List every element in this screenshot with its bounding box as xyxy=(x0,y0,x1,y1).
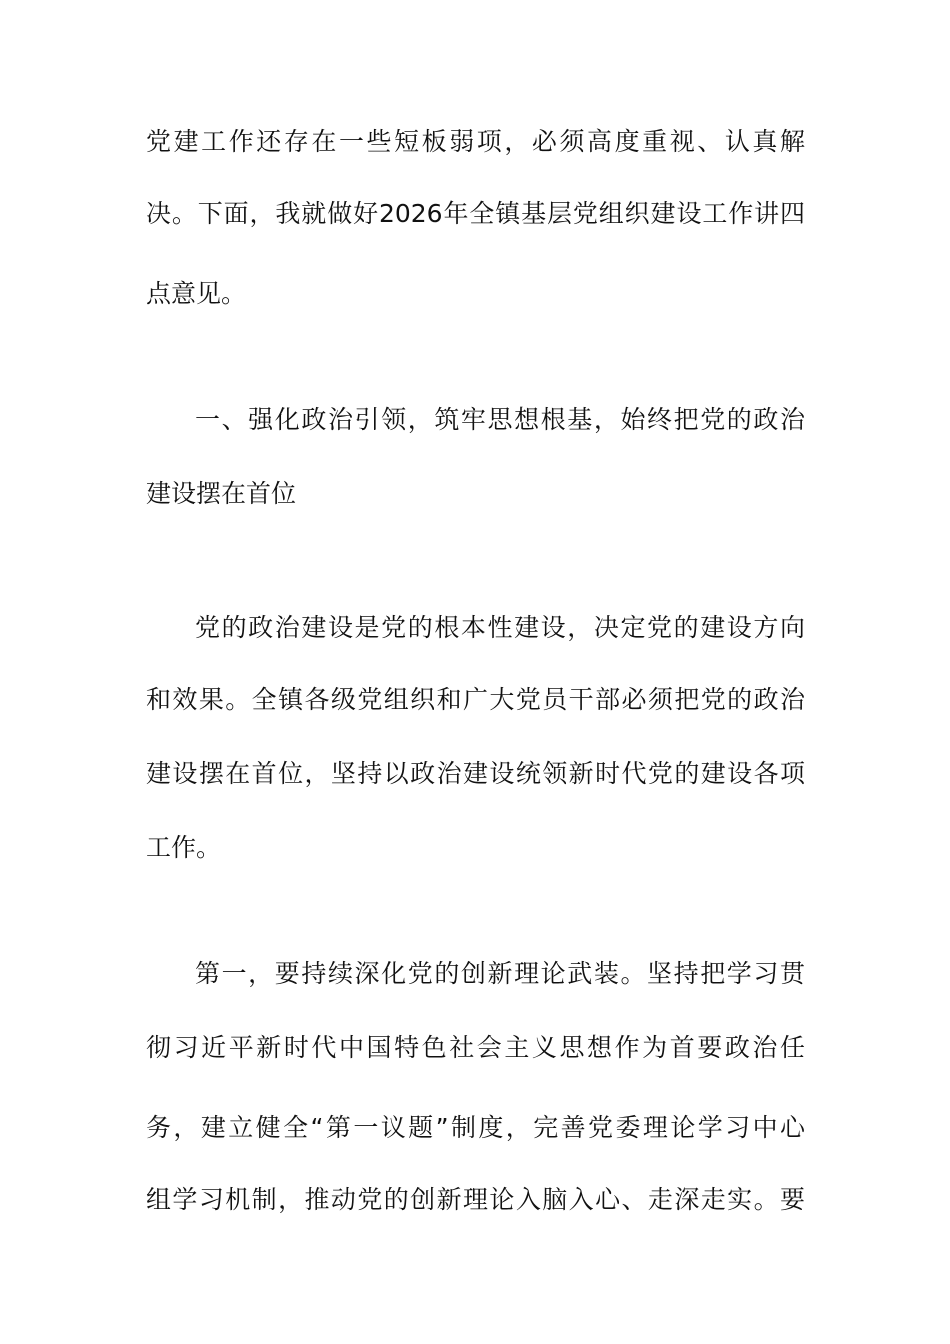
paragraph-line: 务，建立健全“第一议题”制度，完善党委理论学习中心 xyxy=(146,1113,805,1142)
paragraph-line: 建设摆在首位，坚持以政治建设统领新时代党的建设各项 xyxy=(146,759,805,788)
paragraph-line: 党建工作还存在一些短板弱项，必须高度重视、认真解 xyxy=(146,127,805,156)
section-heading-line: 一、强化政治引领，筑牢思想根基，始终把党的政治 xyxy=(195,405,805,434)
section-heading-line: 建设摆在首位 xyxy=(146,479,297,508)
paragraph-line: 彻习近平新时代中国特色社会主义思想作为首要政治任 xyxy=(146,1033,805,1062)
paragraph-line: 点意见。 xyxy=(146,279,247,308)
paragraph-line: 工作。 xyxy=(146,833,222,862)
paragraph-line: 组学习机制，推动党的创新理论入脑入心、走深走实。要 xyxy=(146,1185,805,1214)
paragraph-line: 和效果。全镇各级党组织和广大党员干部必须把党的政治 xyxy=(146,685,805,714)
paragraph-line: 决。下面，我就做好2026年全镇基层党组织建设工作讲四 xyxy=(146,199,805,228)
paragraph-line: 第一，要持续深化党的创新理论武装。坚持把学习贯 xyxy=(195,959,805,988)
paragraph-line: 党的政治建设是党的根本性建设，决定党的建设方向 xyxy=(195,613,805,642)
